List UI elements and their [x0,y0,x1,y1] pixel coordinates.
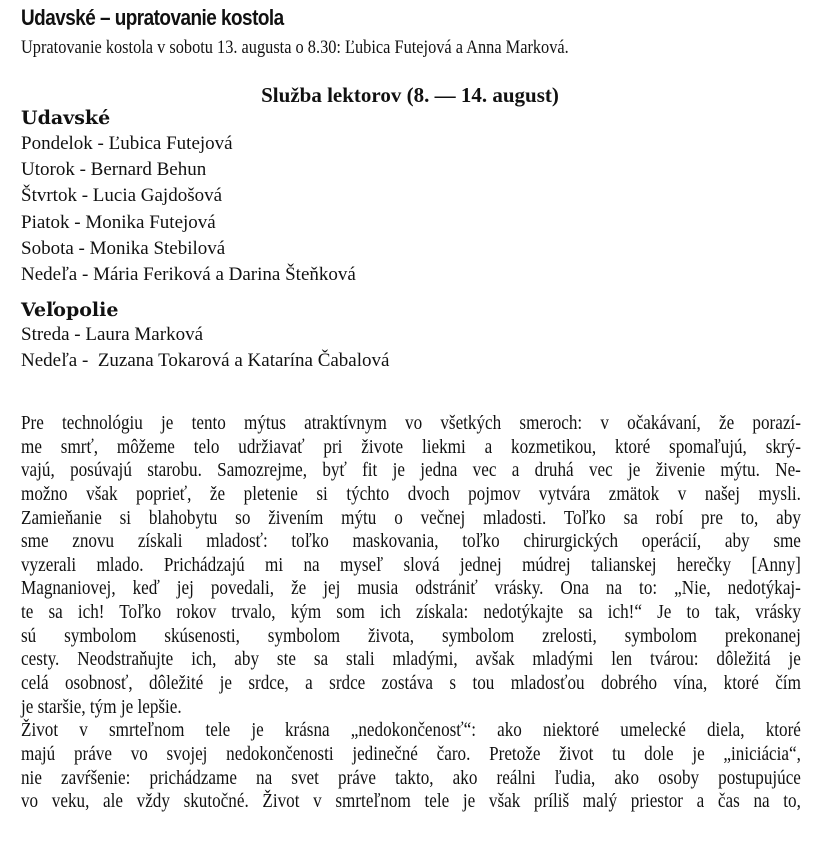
article-line: možno však poprieť, že pletenie si týchto dvoch pojmov vytvára zmätok v našej mysli. [21,482,801,505]
article-line: Život v smrteľnom tele je krásna „nedokončenosť“: ako niektoré umelecké diela, ktoré [21,719,801,742]
article-line: sme znovu získali mladosť: toľko maskovania, toľko chirurgických operácií, aby sme [21,530,801,553]
article-line: te sa ich! Toľko rokov trvalo, kým som ich získala: nedotýkajte sa ich!“ Je to tak, vrásky [21,601,801,624]
article-line: Pre technológiu je tento mýtus atraktívnym vo všetkých smeroch: v očakávaní, že porazí- [21,412,801,434]
article-line: vajú, posúvajú starobu. Samozrejme, byť fit je jedna vec a druhá vec je živenie mýtu. Ne- [21,459,801,482]
schedule-entry: Sobota - Monika Stebilová [21,237,226,259]
article-line: me smrť, môžeme telo udržiavať pri živote liekmi a kozmetikou, ktoré spomaľujú, skrý- [21,435,801,458]
section-title-udavske: Udavské [21,107,111,129]
article-body [21,412,801,814]
schedule-list-udavske [21,131,356,288]
schedule-entry: Streda - Laura Marková [21,324,204,345]
article-line: celá osobnosť, dôležité je srdce, a srdce zostáva s tou mladosťou dobrého vína, ktoré čím [21,672,801,695]
schedule-list-velopolie [21,322,389,374]
schedule-entry: Štvrtok - Lucia Gajdošová [21,185,223,207]
cleaning-heading: Udavské – upratovanie kostola [21,5,284,30]
cleaning-text: Upratovanie kostola v sobotu 13. augusta o 8.30: Ľubica Futejová a Anna Marková. [21,37,569,58]
article-line: vo veku, ale vždy skutočné. Život v smrteľnom tele je však príliš malý priestor a čas na to, [21,790,801,813]
article-line: nie zavŕšenie: prichádzame na svet práve takto, ako reálni ľudia, ako osoby postupujúce [21,766,801,789]
article-line: sú symbolom skúsenosti, symbolom života, symbolom zrelosti, symbolom prekonanej [21,624,801,647]
schedule-entry: Nedeľa - Zuzana Tokarová a Katarína Čabalová [21,350,390,372]
article-line: vyzerali mlado. Prichádzajú mi na myseľ slová jednej múdrej talianskej herečky [Anny] [21,553,801,576]
article-line: majú práve vo svojej nedokončenosti jedinečné čaro. Pretože život tu dole je „iniciácia“, [21,742,801,765]
section-title-velopolie: Veľopolie [21,299,119,321]
article-line: Magnaniovej, keď jej povedali, že jej musia odstrániť vrásky. Ona na to: „Nie, nedotýkaj- [21,577,801,600]
schedule-entry: Utorok - Bernard Behun [21,159,207,181]
article-line: Zamieňanie si blahobytu so živením mýtu o večnej mladosti. Toľko sa robí pre to, aby [21,506,801,529]
lectors-heading: Služba lektorov (8. — 14. august) [261,83,559,107]
schedule-entry: Nedeľa - Mária Feriková a Darina Šteňková [21,263,356,285]
schedule-entry: Piatok - Monika Futejová [21,211,216,233]
article-line: cesty. Neodstraňujte ich, aby ste sa stali mladými, avšak mladými len tvárou: dôležitá je [21,648,801,671]
schedule-entry: Pondelok - Ľubica Futejová [21,133,233,154]
article-line: je staršie, tým je lepšie. [21,695,182,718]
